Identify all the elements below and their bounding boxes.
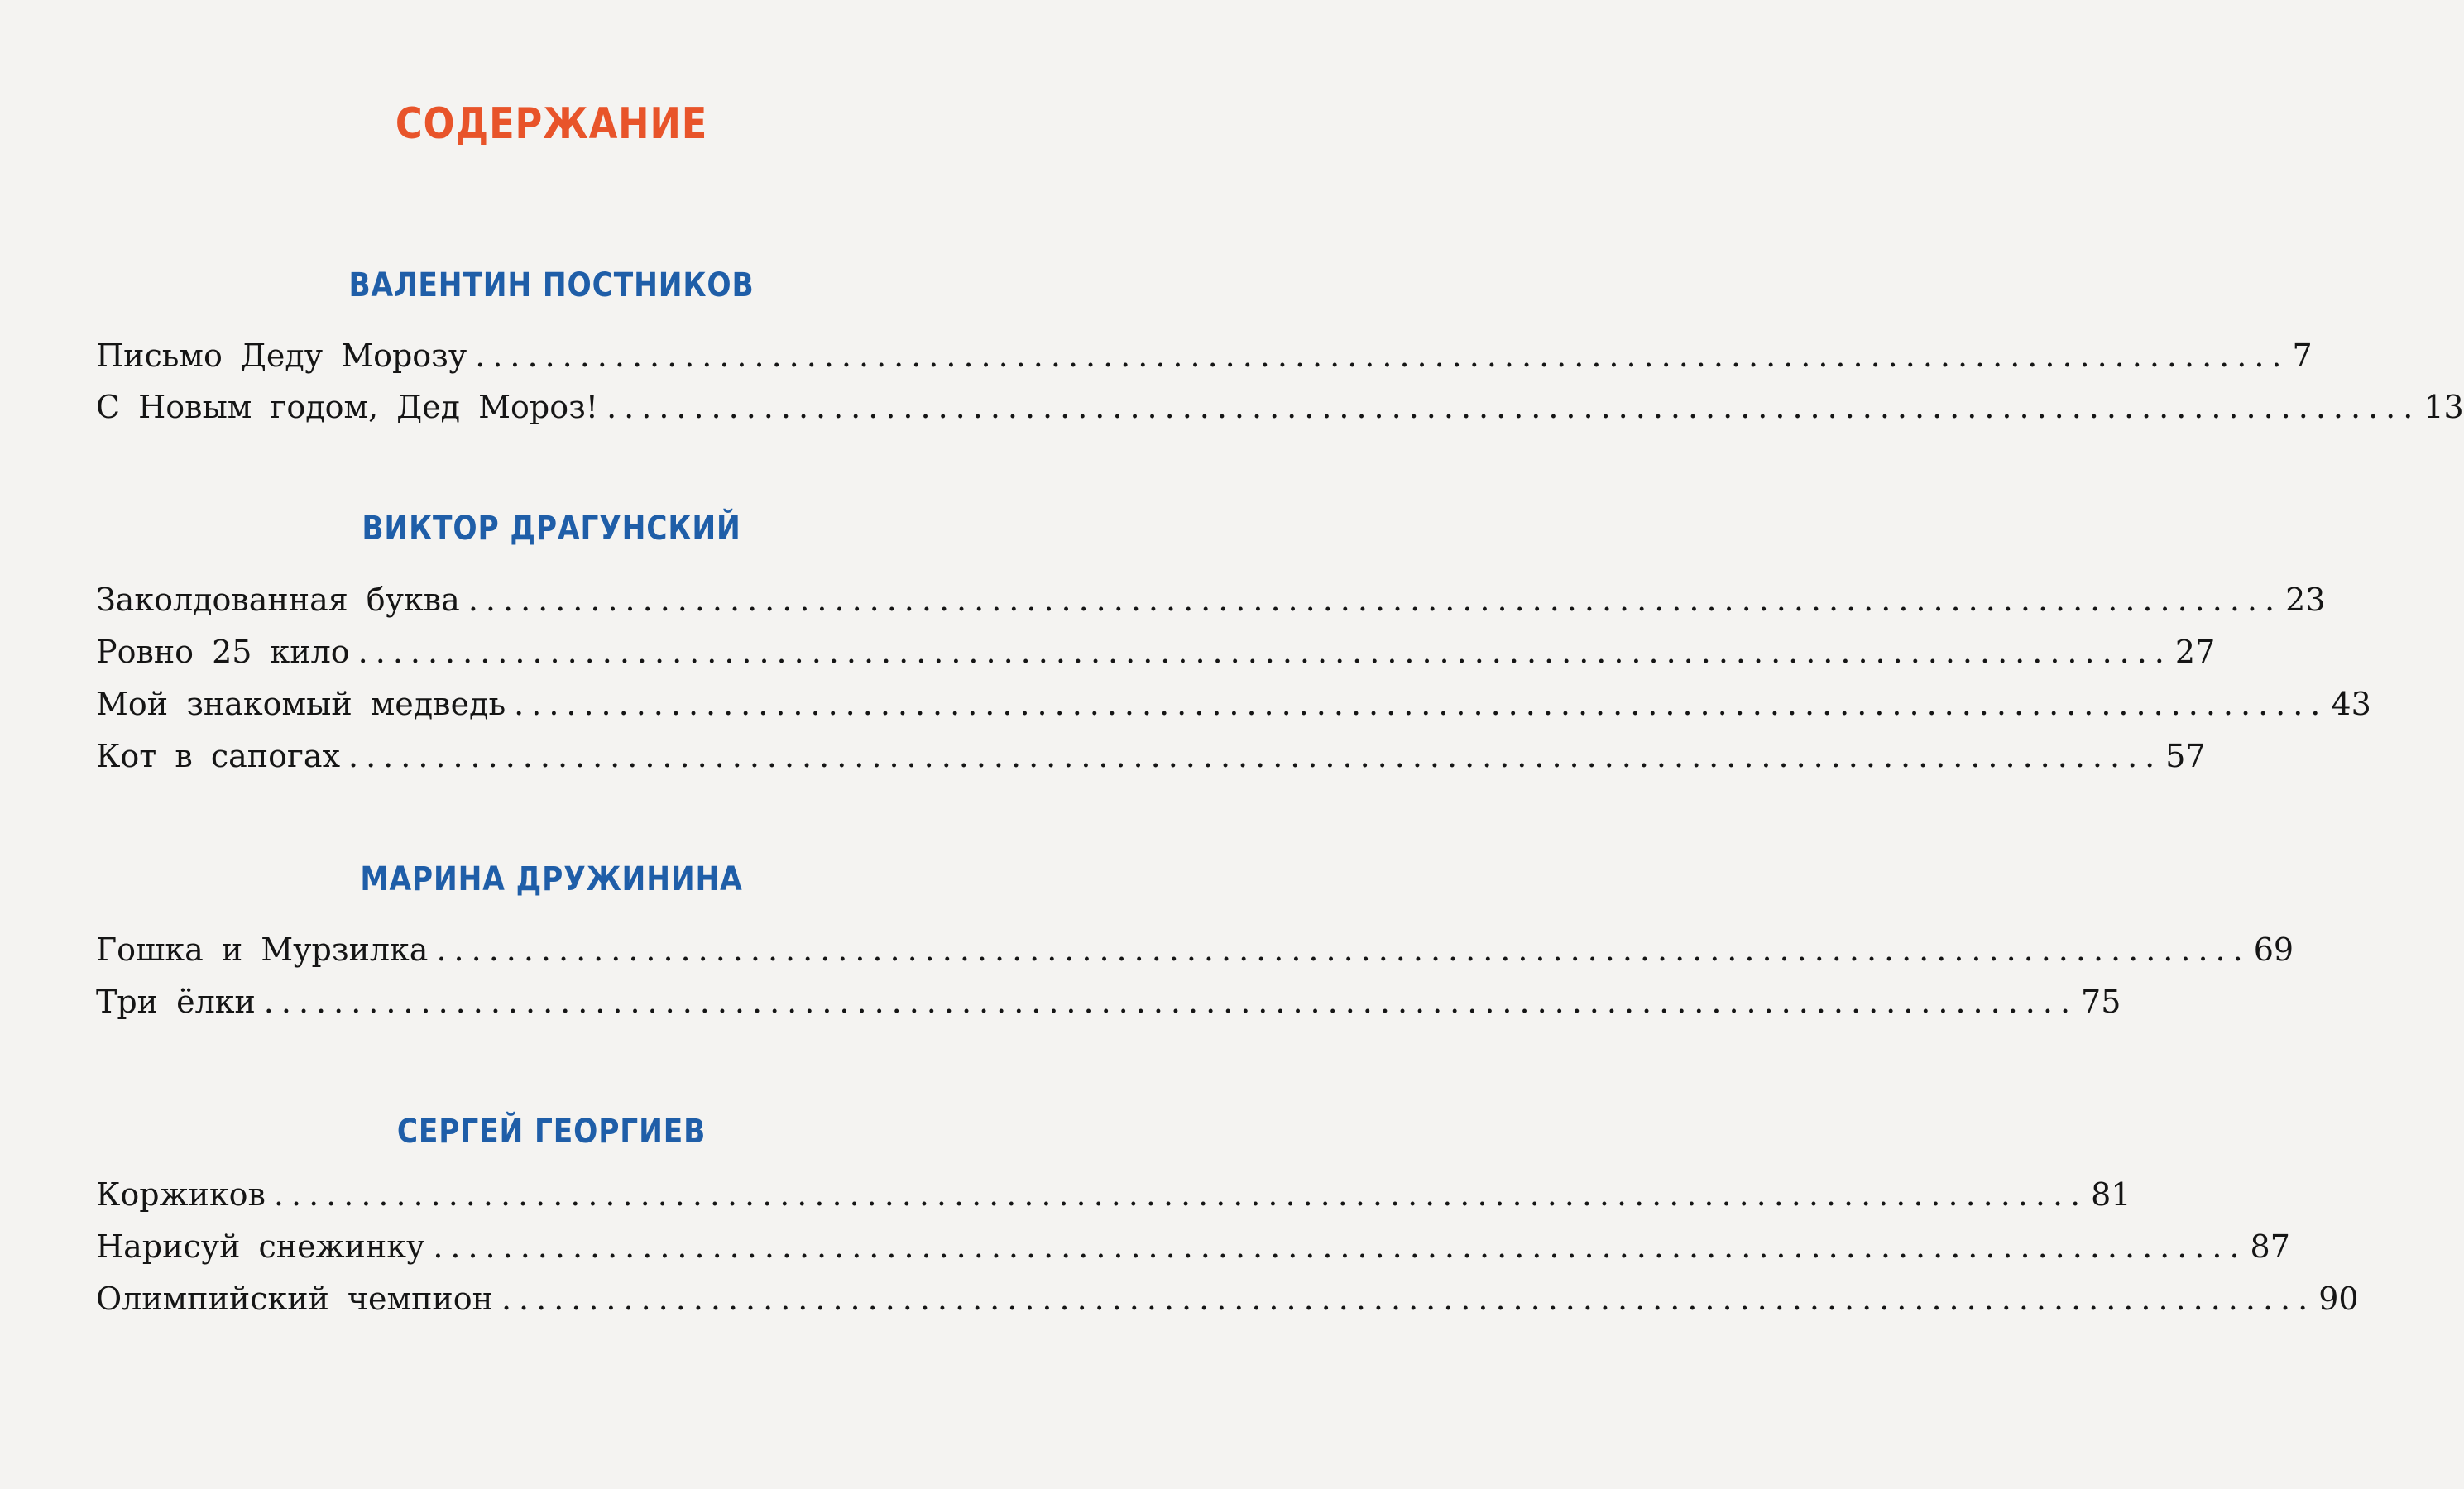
toc-entry[interactable] xyxy=(96,1277,2359,1320)
toc-entry[interactable] xyxy=(96,980,2121,1023)
dot-leader: ........................................................................................................ xyxy=(501,1281,2316,1317)
dot-leader: ........................................................................................................ xyxy=(357,634,2172,670)
entry-page-number: 23 xyxy=(2285,582,2326,618)
entry-title: Олимпийский чемпион xyxy=(96,1281,493,1317)
entry-title: Ровно 25 кило xyxy=(96,634,350,670)
entry-page-number: 87 xyxy=(2250,1228,2290,1265)
entry-title: Письмо Деду Морозу xyxy=(96,338,467,374)
entry-title: Гошка и Мурзилка xyxy=(96,931,429,968)
entry-title: Мой знакомый медведь xyxy=(96,686,506,722)
entry-page-number: 13 xyxy=(2423,389,2464,425)
dot-leader: ........................................................................................................ xyxy=(348,738,2163,774)
author-heading: СЕРГЕЙ ГЕОРГИЕВ xyxy=(396,1113,707,1151)
dot-leader: ........................................................................................................ xyxy=(475,338,2289,374)
author-heading: МАРИНА ДРУЖИНИНА xyxy=(360,860,743,898)
entry-page-number: 75 xyxy=(2081,984,2121,1020)
entry-page-number: 7 xyxy=(2292,338,2313,374)
entry-title: Нарисуй снежинку xyxy=(96,1228,425,1265)
dot-leader: ........................................................................................................ xyxy=(514,686,2328,722)
toc-entry[interactable] xyxy=(96,682,2371,725)
entry-title: Заколдованная буква xyxy=(96,582,460,618)
dot-leader: ........................................................................................................ xyxy=(433,1228,2247,1265)
dot-leader: ........................................................................................................ xyxy=(467,582,2283,618)
dot-leader: ........................................................................................................ xyxy=(263,984,2078,1020)
entry-page-number: 27 xyxy=(2174,634,2216,670)
entry-title: Кот в сапогах xyxy=(96,738,340,774)
toc-entry[interactable] xyxy=(96,735,2206,778)
toc-entry[interactable] xyxy=(96,1173,2131,1216)
toc-entry[interactable] xyxy=(96,630,2216,673)
entry-title: Три ёлки xyxy=(96,984,256,1020)
entry-title: С Новым годом, Дед Мороз! xyxy=(96,389,599,425)
toc-entry[interactable] xyxy=(96,1225,2290,1268)
toc-entry[interactable] xyxy=(96,578,2326,621)
toc-entry[interactable] xyxy=(96,385,2464,429)
author-heading: ВИКТОР ДРАГУНСКИЙ xyxy=(362,510,741,548)
entry-title: Коржиков xyxy=(96,1176,266,1213)
entry-page-number: 81 xyxy=(2091,1176,2131,1213)
toc-entry[interactable] xyxy=(96,334,2313,377)
author-heading: ВАЛЕНТИН ПОСТНИКОВ xyxy=(348,266,755,304)
entry-page-number: 69 xyxy=(2253,931,2294,968)
entry-page-number: 90 xyxy=(2318,1281,2359,1317)
dot-leader: ........................................................................................................ xyxy=(606,389,2421,425)
toc-entry[interactable] xyxy=(96,928,2294,971)
entry-page-number: 57 xyxy=(2165,738,2206,774)
page-title: СОДЕРЖАНИЕ xyxy=(395,99,708,149)
dot-leader: ........................................................................................................ xyxy=(273,1176,2088,1213)
dot-leader: ........................................................................................................ xyxy=(436,931,2251,968)
entry-page-number: 43 xyxy=(2331,686,2371,722)
